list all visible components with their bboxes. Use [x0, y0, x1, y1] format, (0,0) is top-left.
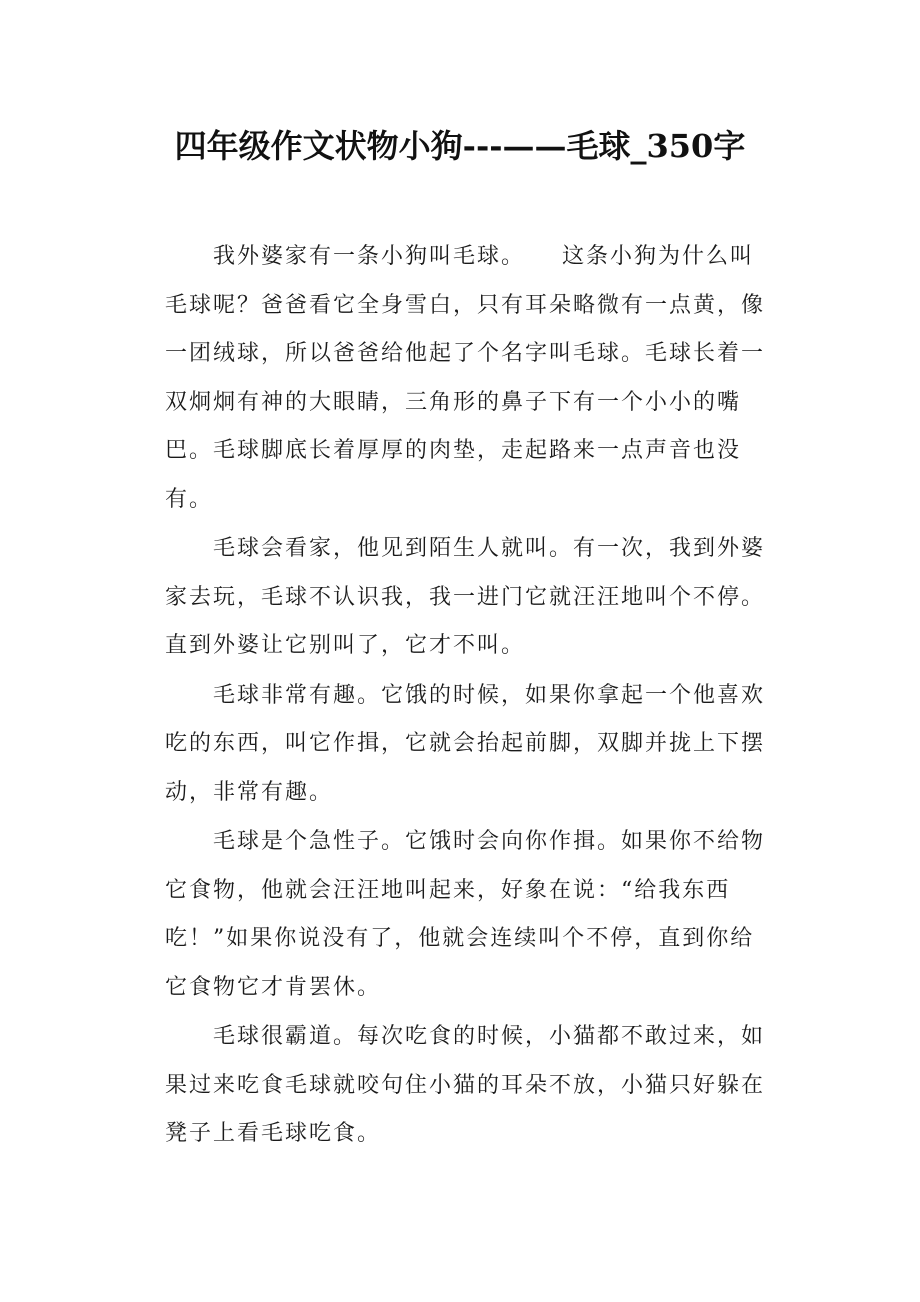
paragraph-2: 毛球会看家，他见到陌生人就叫。有一次，我到外婆家去玩，毛球不认识我，我一进门它就汪汪地叫个不停。直到外婆让它别叫了，它才不叫。 — [165, 536, 766, 658]
paragraph-4: 毛球是个急性子。它饿时会向你作揖。如果你不给物它食物，他就会汪汪地叫起来，好象在说：“给我东西吃！”如果你说没有了，他就会连续叫个不停，直到你给它食物它才肯罢休。 — [165, 829, 766, 1000]
document-body — [165, 233, 765, 1160]
document-title: 四年级作文状物小狗---——毛球_350字 — [174, 127, 746, 165]
paragraph-5: 毛球很霸道。每次吃食的时候，小猫都不敢过来，如果过来吃食毛球就咬句住小猫的耳朵不放，小猫只好躲在凳子上看毛球吃食。 — [165, 1024, 766, 1146]
paragraph-1: 我外婆家有一条小狗叫毛球。 这条小狗为什么叫毛球呢？爸爸看它全身雪白，只有耳朵略微有一点黄，像一团绒球，所以爸爸给他起了个名字叫毛球。毛球长着一双炯炯有神的大眼睛，三角形的鼻子下有一个小小的嘴巴。毛球脚底长着厚厚的肉垫，走起路来一点声音也没有。 — [165, 244, 766, 512]
paragraph-3: 毛球非常有趣。它饿的时候，如果你拿起一个他喜欢吃的东西，叫它作揖，它就会抬起前脚，双脚并拢上下摆动，非常有趣。 — [165, 682, 766, 805]
